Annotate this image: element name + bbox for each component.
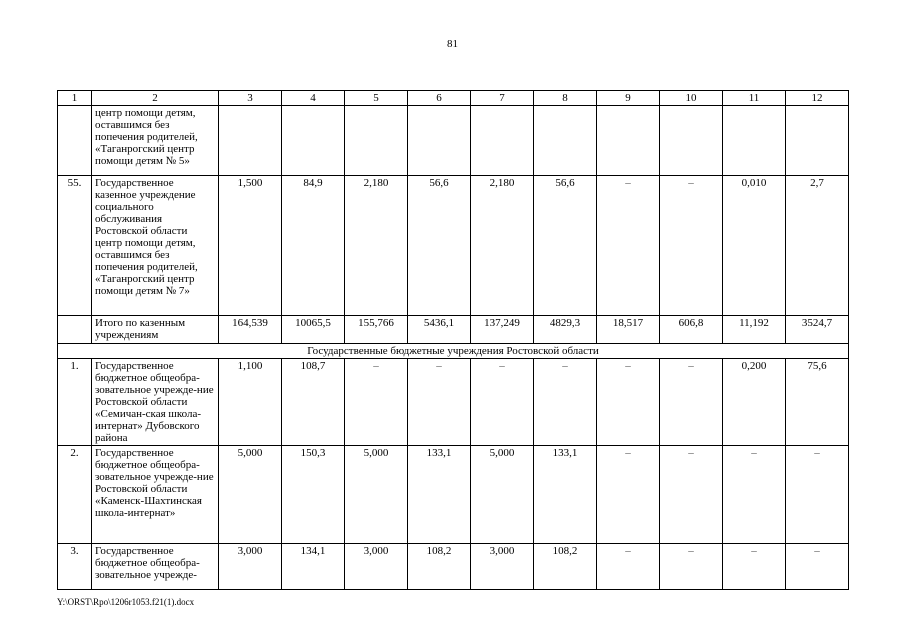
value-cell: –	[597, 359, 660, 446]
header-cell: 10	[660, 91, 723, 106]
value-cell: 108,7	[282, 359, 345, 446]
row-number: 1.	[58, 359, 92, 446]
value-cell: 2,7	[786, 176, 849, 316]
section-title: Государственные бюджетные учреждения Ростовской области	[58, 344, 849, 359]
table-row	[58, 544, 849, 590]
institution-name: Итого по казенным учреждениям	[92, 316, 219, 344]
value-cell	[219, 106, 282, 176]
data-table	[57, 90, 849, 590]
value-cell: –	[471, 359, 534, 446]
value-cell: 108,2	[534, 544, 597, 590]
institution-name: Государственное бюджетное общеобра-зовательное учрежде-ние Ростовской области «Семичан-ская школа-интернат» Дубовского района	[92, 359, 219, 446]
value-cell: 2,180	[471, 176, 534, 316]
value-cell: 1,500	[219, 176, 282, 316]
header-cell: 11	[723, 91, 786, 106]
row-number: 3.	[58, 544, 92, 590]
value-cell: 150,3	[282, 446, 345, 544]
value-cell: 10065,5	[282, 316, 345, 344]
value-cell: 84,9	[282, 176, 345, 316]
value-cell	[408, 106, 471, 176]
value-cell: 56,6	[408, 176, 471, 316]
value-cell: 0,200	[723, 359, 786, 446]
institution-name: Государственное бюджетное общеобра-зовательное учрежде-	[92, 544, 219, 590]
institution-name: Государственное бюджетное общеобра-зовательное учрежде-ние Ростовской области «Каменск-Шахтинская школа-интернат»	[92, 446, 219, 544]
value-cell: 11,192	[723, 316, 786, 344]
value-cell: 5,000	[219, 446, 282, 544]
header-cell: 5	[345, 91, 408, 106]
value-cell	[660, 106, 723, 176]
table-row	[58, 359, 849, 446]
value-cell: 18,517	[597, 316, 660, 344]
table-body	[58, 91, 849, 590]
value-cell: –	[660, 359, 723, 446]
value-cell: 133,1	[534, 446, 597, 544]
value-cell: 155,766	[345, 316, 408, 344]
value-cell: 5,000	[345, 446, 408, 544]
value-cell: –	[408, 359, 471, 446]
section-row	[58, 344, 849, 359]
header-cell: 3	[219, 91, 282, 106]
value-cell: 3,000	[345, 544, 408, 590]
header-cell: 7	[471, 91, 534, 106]
value-cell	[282, 106, 345, 176]
value-cell	[723, 106, 786, 176]
header-cell: 2	[92, 91, 219, 106]
value-cell: 164,539	[219, 316, 282, 344]
row-number: 55.	[58, 176, 92, 316]
value-cell	[345, 106, 408, 176]
value-cell	[786, 106, 849, 176]
value-cell: –	[723, 446, 786, 544]
value-cell: –	[660, 176, 723, 316]
value-cell: 134,1	[282, 544, 345, 590]
value-cell: 75,6	[786, 359, 849, 446]
value-cell: –	[597, 544, 660, 590]
institution-name: центр помощи детям, оставшимся без попечения родителей, «Таганрогский центр помощи детям № 5»	[92, 106, 219, 176]
value-cell: –	[723, 544, 786, 590]
header-cell: 12	[786, 91, 849, 106]
row-number: 2.	[58, 446, 92, 544]
header-row	[58, 91, 849, 106]
header-cell: 6	[408, 91, 471, 106]
value-cell: 3524,7	[786, 316, 849, 344]
value-cell: 4829,3	[534, 316, 597, 344]
header-cell: 4	[282, 91, 345, 106]
file-path-footer: Y:\ORST\Rpo\1206r1053.f21(1).docx	[57, 597, 195, 607]
value-cell: 108,2	[408, 544, 471, 590]
value-cell	[534, 106, 597, 176]
value-cell: –	[345, 359, 408, 446]
table-row	[58, 446, 849, 544]
value-cell: 606,8	[660, 316, 723, 344]
value-cell: 2,180	[345, 176, 408, 316]
value-cell: 1,100	[219, 359, 282, 446]
value-cell: –	[534, 359, 597, 446]
header-cell: 1	[58, 91, 92, 106]
table-row	[58, 316, 849, 344]
value-cell: 3,000	[219, 544, 282, 590]
header-cell: 9	[597, 91, 660, 106]
value-cell: –	[786, 446, 849, 544]
row-number	[58, 106, 92, 176]
page-number: 81	[447, 38, 458, 50]
value-cell: –	[660, 446, 723, 544]
value-cell	[597, 106, 660, 176]
row-number	[58, 316, 92, 344]
value-cell: 5,000	[471, 446, 534, 544]
institution-name: Государственное казенное учреждение социального обслуживания Ростовской области центр помощи детям, оставшимся без попечения родителей, «Таганрогский центр помощи детям № 7»	[92, 176, 219, 316]
value-cell	[471, 106, 534, 176]
value-cell: –	[597, 446, 660, 544]
value-cell: –	[786, 544, 849, 590]
value-cell: 5436,1	[408, 316, 471, 344]
value-cell: 56,6	[534, 176, 597, 316]
value-cell: 3,000	[471, 544, 534, 590]
value-cell: –	[660, 544, 723, 590]
table-row	[58, 176, 849, 316]
value-cell: 0,010	[723, 176, 786, 316]
value-cell: 133,1	[408, 446, 471, 544]
table-row	[58, 106, 849, 176]
header-cell: 8	[534, 91, 597, 106]
value-cell: 137,249	[471, 316, 534, 344]
value-cell: –	[597, 176, 660, 316]
